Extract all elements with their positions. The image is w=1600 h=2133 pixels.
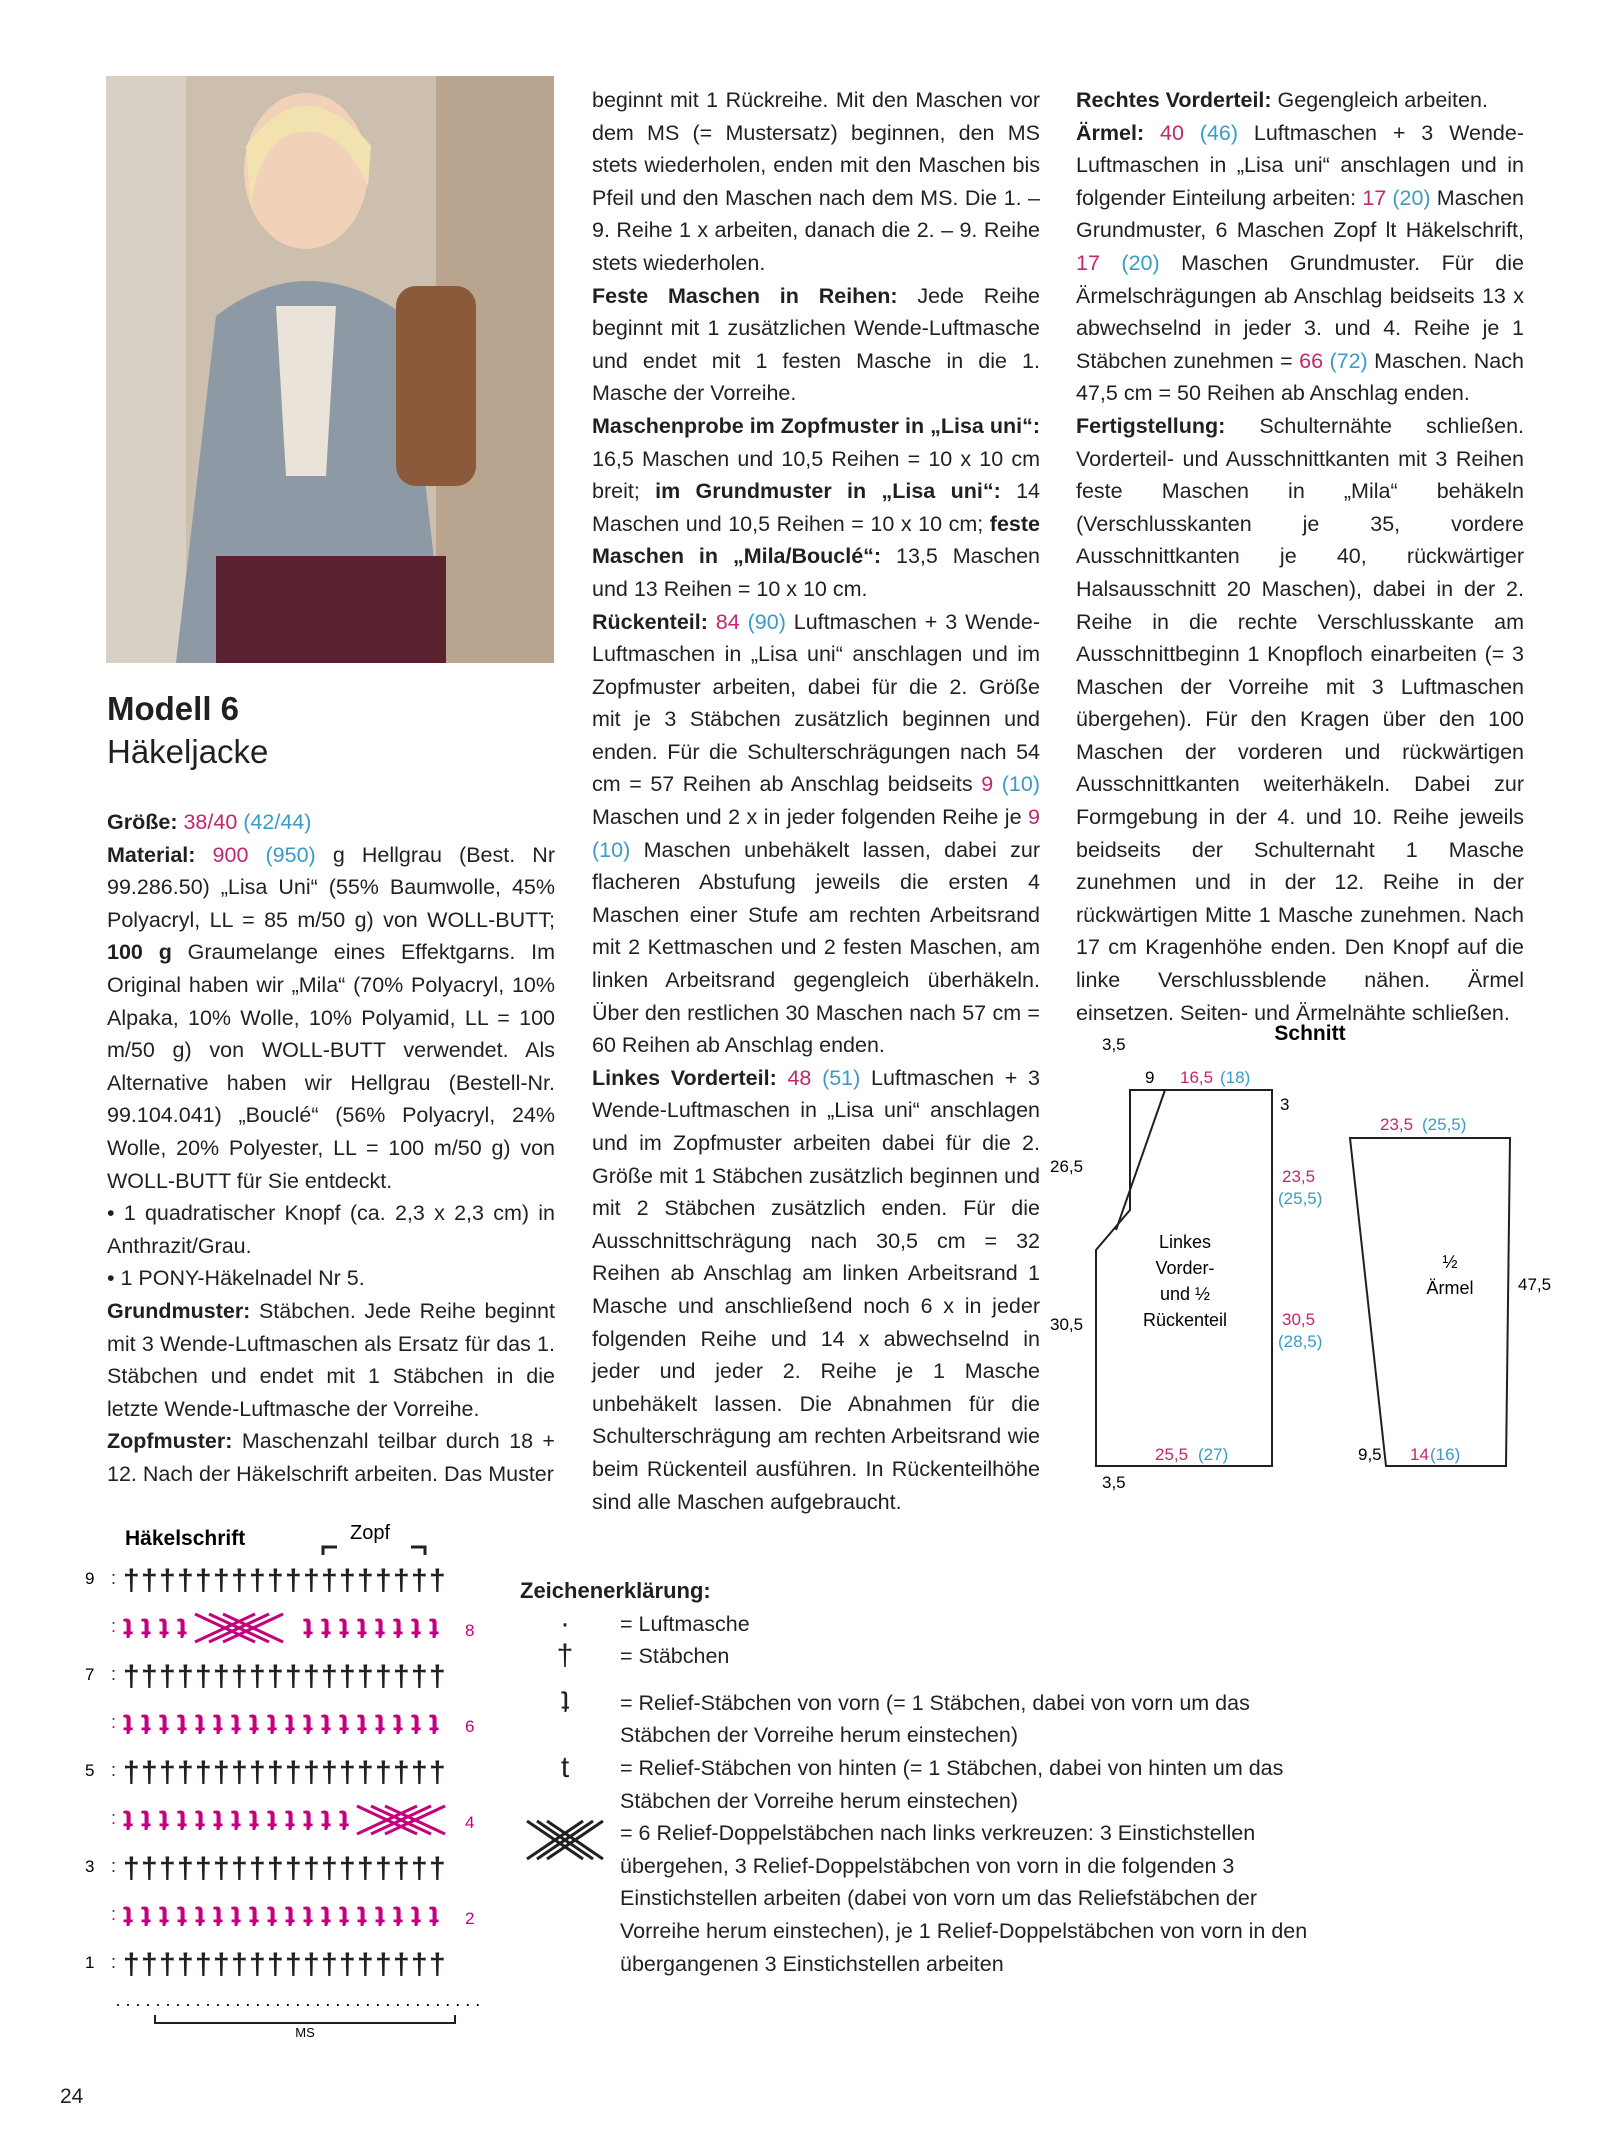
stitch-symbol: ʇ	[393, 1708, 403, 1741]
stitch-symbol: ʇ	[303, 1804, 313, 1837]
stitch-symbol: †	[195, 1852, 212, 1885]
stitch-symbol: †	[267, 1852, 284, 1885]
model-subtitle: Häkeljacke	[107, 733, 269, 770]
stitch-symbol: ʇ	[303, 1708, 313, 1741]
chart-zopf-label: Zopf	[350, 1522, 391, 1544]
stitch-symbol: †	[213, 1852, 230, 1885]
stitch-symbol: †	[375, 1564, 392, 1597]
m-25-5-b: (25,5)	[1278, 1189, 1323, 1208]
rt-text2: Maschen und 2 x in jeder folgenden Reihe je	[592, 805, 1022, 830]
front-piece-outline	[1096, 1090, 1272, 1466]
stitch-symbol: ʇ	[195, 1804, 205, 1837]
ar-a: 40	[1159, 120, 1184, 145]
ar-d: (20)	[1392, 185, 1431, 210]
stitch-symbol: †	[123, 1756, 140, 1789]
material-text2: Graumelange eines Effektgarns. Im Original haben wir „Mila“ (70% Polyacryl, 10% Alpaka, 10% Wolle, 10% Polyamid, LL = 100 m/50 g) von WOLL-BUTT verwendet. Als Alternative haben wir Hellgrau (Bestell-Nr. 99.104.041) „Bouclé“ (56% Polyacryl, 24% Wolle, 20% Polyester, LL = 100 m/50 g) von WOLL-BUTT für Sie entdeckt.	[107, 940, 555, 1193]
rt-text3: Maschen unbehäkelt lassen, dabei zur flacheren Abstufung jeweils die ersten 4 Maschen einer Stufe am rechten Arbeitsrand mit 2 Kettmaschen und 2 festen Maschen, am linken Arbeitsrand gegengleich überhäkeln. Über den restlichen 30 Maschen nach 57 cm = 60 Reihen ab Anschlag enden.	[592, 837, 1040, 1058]
stitch-symbol: ʇ	[393, 1900, 403, 1933]
stitch-symbol: ʇ	[429, 1612, 439, 1645]
stitch-symbol: †	[249, 1660, 266, 1693]
ar-text4: Maschen. Nach 47,5 cm = 50 Reihen ab Anschlag enden.	[1076, 348, 1524, 406]
maschenprobe-label2: im Grundmuster in „Lisa uni“:	[655, 479, 1001, 504]
chart-row-dots: :	[111, 1712, 117, 1732]
stitch-symbol: †	[141, 1564, 158, 1597]
stitch-symbol: †	[339, 1564, 356, 1597]
sleeve-label-1: ½	[1442, 1252, 1458, 1272]
material-b: (950)	[265, 842, 316, 867]
chart-row-dots: :	[111, 1808, 117, 1828]
stitch-symbol: †	[123, 1948, 140, 1981]
stitch-symbol: ʇ	[357, 1612, 367, 1645]
stitch-symbol: ʇ	[429, 1900, 439, 1933]
stitch-symbol: †	[231, 1756, 248, 1789]
front-label-4: Rückenteil	[1142, 1310, 1228, 1330]
stitch-symbol: †	[285, 1564, 302, 1597]
front-label-2: Vorder-	[1155, 1258, 1215, 1278]
stitch-symbol: †	[411, 1948, 428, 1981]
stitch-symbol: †	[393, 1660, 410, 1693]
legend-l1: = Luftmasche	[620, 1611, 750, 1636]
relief-vorn-symbol-icon: ʇ	[560, 1685, 570, 1719]
stitch-symbol: †	[141, 1756, 158, 1789]
column-3	[1076, 84, 1524, 1029]
sleeve-label-2: Ärmel	[1426, 1278, 1474, 1298]
m-3-5-top: 3,5	[1102, 1035, 1126, 1054]
material-label: Material:	[107, 842, 196, 867]
size-a: 38/40	[183, 810, 238, 834]
rt-c: 9	[981, 772, 994, 797]
m-16-5: 16,5	[1180, 1068, 1214, 1087]
stitch-symbol: ʇ	[141, 1612, 151, 1645]
stitch-symbol: †	[123, 1564, 140, 1597]
sleeve-outline	[1350, 1138, 1510, 1466]
m-3-5-bot: 3,5	[1102, 1473, 1126, 1492]
m-18: (18)	[1220, 1068, 1251, 1087]
material-text: g Hellgrau (Best. Nr 99.286.50) „Lisa Uni“ (55% Baumwolle, 45% Polyacryl, LL = 85 m/50 g) von WOLL-BUTT;	[107, 842, 555, 932]
lv-b: (51)	[822, 1065, 861, 1090]
stitch-symbol: ʇ	[357, 1900, 367, 1933]
relief-hinten-symbol-icon: t	[560, 1750, 570, 1784]
chart-row-label: 7	[85, 1665, 95, 1684]
stitch-symbol: †	[375, 1852, 392, 1885]
stitch-symbol: †	[357, 1660, 374, 1693]
m-30-5-l: 30,5	[1050, 1315, 1084, 1334]
material-bold2: 100 g	[107, 940, 172, 965]
stitch-symbol: †	[339, 1660, 356, 1693]
stitch-symbol: †	[303, 1756, 320, 1789]
model-photo	[106, 76, 554, 663]
stitch-symbol: ʇ	[411, 1612, 421, 1645]
stitch-symbol: ʇ	[231, 1708, 241, 1741]
feste-maschen-label: Feste Maschen in Reihen:	[592, 283, 898, 308]
stitch-symbol: †	[393, 1564, 410, 1597]
stitch-symbol: †	[213, 1564, 230, 1597]
stitch-symbol: ʇ	[321, 1900, 331, 1933]
legend-staebchen	[520, 1640, 1310, 1673]
stitch-symbol: †	[303, 1948, 320, 1981]
stitch-symbol: ʇ	[429, 1708, 439, 1741]
s-25-5: (25,5)	[1422, 1115, 1467, 1134]
stitch-symbol: ʇ	[321, 1804, 331, 1837]
stitch-symbol: ʇ	[249, 1900, 259, 1933]
chart-row-label: 1	[85, 1953, 95, 1972]
rt-e: 9	[1028, 805, 1040, 830]
chart-row-label: 4	[465, 1813, 475, 1832]
stitch-symbol: ʇ	[159, 1708, 169, 1741]
stitch-symbol: †	[321, 1852, 338, 1885]
stitch-symbol: ʇ	[213, 1804, 223, 1837]
s-14: 14	[1410, 1445, 1429, 1464]
stitch-symbol: †	[303, 1852, 320, 1885]
stitch-symbol: †	[213, 1948, 230, 1981]
legend-l4: = Relief-Stäbchen von hinten (= 1 Stäbchen, dabei von hinten um das Stäbchen der Vorreihe herum einstechen)	[620, 1755, 1284, 1813]
stitch-symbol: ʇ	[267, 1900, 277, 1933]
m-3: 3	[1280, 1095, 1290, 1114]
stitch-symbol: †	[411, 1852, 428, 1885]
rechtes-vorderteil-label: Rechtes Vorderteil:	[1076, 88, 1272, 112]
stitch-symbol: ʇ	[159, 1804, 169, 1837]
stitch-symbol: ʇ	[213, 1900, 223, 1933]
stitch-symbol: ʇ	[339, 1900, 349, 1933]
m-25-5: 25,5	[1155, 1445, 1189, 1464]
stitch-symbol: †	[429, 1756, 446, 1789]
stitch-symbol: ʇ	[375, 1708, 385, 1741]
cross-symbol-icon	[520, 1817, 610, 1871]
stitch-symbol: †	[177, 1756, 194, 1789]
stitch-symbol: ʇ	[177, 1804, 187, 1837]
zopf-bracket	[323, 1547, 425, 1555]
stitch-symbol: †	[177, 1660, 194, 1693]
m-28-5: (28,5)	[1278, 1332, 1323, 1351]
rt-text1: Luftmaschen + 3 Wende-Luftmaschen in „Lisa uni“ anschlagen und im Zopfmuster arbeiten, dabei für die 2. Größe mit je 3 Stäbchen zusätzlich beginnen und enden. Für die Schulterschrägungen nach 54 cm = 57 Reihen ab Anschlag beidseits	[592, 609, 1040, 797]
stitch-symbol: †	[249, 1564, 266, 1597]
stitch-symbol: †	[339, 1756, 356, 1789]
fs-text: Schulternähte schließen. Vorderteil- und Ausschnittkanten mit 3 Reihen feste Maschen in „Mila“ behäkeln (Verschlusskanten je 35, vordere Ausschnittkanten je 40, rückwärtiger Halsausschnitt 20 Maschen), dabei in der 2. Reihe in die rechte Verschlusskante am Ausschnittbeginn 1 Knopfloch einarbeiten (= 3 Maschen der Vorreihe mit 3 Luftmaschen übergehen). Für den Kragen über den 100 Maschen der vorderen und rückwärtigen Ausschnittkanten weiterhäkeln. Dabei zur Formgebung in der 4. und 10. Reihe jeweils beidseits der Schulternaht 1 Masche zunehmen und in der 12. Reihe in der rückwärtigen Mitte 1 Masche zunehmen. Nach 17 cm Kragenhöhe enden. Den Knopf auf die linke Verschlussblende nähen. Ärmel einsetzen. Seiten- und Ärmelnähte schließen.	[1076, 413, 1524, 1025]
stitch-symbol: †	[267, 1660, 284, 1693]
size-b: (42/44)	[243, 810, 312, 834]
chart-row-dots: :	[111, 1856, 117, 1876]
stitch-symbol: †	[249, 1948, 266, 1981]
ar-text2: Maschen Grundmuster, 6 Maschen Zopf lt Häkelschrift,	[1076, 185, 1524, 243]
haekelschrift-chart	[85, 1515, 515, 2040]
stitch-symbol: †	[267, 1564, 284, 1597]
stitch-symbol: ʇ	[339, 1612, 349, 1645]
stitch-symbol: ʇ	[123, 1804, 133, 1837]
chart-row-dots: :	[111, 1904, 117, 1924]
chart-ms-label: MS	[295, 2025, 315, 2040]
stitch-symbol: †	[429, 1852, 446, 1885]
m-26-5: 26,5	[1050, 1157, 1084, 1176]
ar-h: (72)	[1329, 348, 1368, 373]
stitch-symbol: †	[393, 1852, 410, 1885]
stitch-symbol: †	[429, 1660, 446, 1693]
rt-a: 84	[715, 609, 740, 634]
stitch-symbol: †	[339, 1948, 356, 1981]
stitch-symbol: †	[429, 1564, 446, 1597]
stitch-symbol: ʇ	[123, 1708, 133, 1741]
s-16: (16)	[1430, 1445, 1461, 1464]
stitch-symbol: ʇ	[303, 1612, 313, 1645]
stitch-symbol: †	[195, 1564, 212, 1597]
stitch-symbol: ʇ	[321, 1612, 331, 1645]
m-27: (27)	[1198, 1445, 1229, 1464]
stitch-symbol: †	[231, 1852, 248, 1885]
stitch-symbol: †	[285, 1660, 302, 1693]
m-9: 9	[1145, 1068, 1155, 1087]
stitch-symbol: †	[375, 1948, 392, 1981]
column-1	[107, 806, 555, 1490]
stitch-symbol: †	[159, 1756, 176, 1789]
stitch-symbol: †	[357, 1756, 374, 1789]
rt-f: (10)	[592, 837, 631, 862]
stitch-symbol: ʇ	[375, 1900, 385, 1933]
stitch-symbol: ʇ	[213, 1708, 223, 1741]
stitch-symbol: †	[123, 1660, 140, 1693]
stitch-symbol: ʇ	[393, 1612, 403, 1645]
chart-row-dots: :	[111, 1616, 117, 1636]
rt-b: (90)	[747, 609, 786, 634]
legend-title: Zeichenerklärung:	[520, 1578, 711, 1603]
stitch-symbol: ʇ	[123, 1612, 133, 1645]
stitch-symbol: †	[321, 1756, 338, 1789]
ar-f: (20)	[1121, 250, 1160, 275]
chart-foundation-chain: ·····································	[115, 1994, 485, 2014]
stitch-symbol: †	[195, 1660, 212, 1693]
groesse-label: Größe:	[107, 810, 178, 834]
luftmasche-symbol-icon: ·	[560, 1606, 570, 1640]
grundmuster-text: Stäbchen. Jede Reihe beginnt mit 3 Wende-Luftmaschen als Ersatz für das 1. Stäbchen und endet mit 1 Stäbchen in die letzte Wende-Luftmasche der Vorreihe.	[107, 1298, 555, 1421]
front-label-3: und ½	[1159, 1284, 1211, 1304]
stitch-symbol: ʇ	[339, 1804, 349, 1837]
stitch-symbol: ʇ	[285, 1900, 295, 1933]
stitch-symbol: †	[159, 1564, 176, 1597]
aermel-label: Ärmel:	[1076, 120, 1145, 145]
ar-text1: Luftmaschen + 3 Wende-Luftmaschen in „Lisa uni“ anschlagen und in folgender Einteilung arbeiten:	[1076, 120, 1524, 210]
stitch-symbol: ʇ	[411, 1708, 421, 1741]
rt-d: (10)	[1001, 772, 1040, 797]
stitch-symbol: ʇ	[231, 1900, 241, 1933]
maschenprobe-text1: 16,5 Maschen und 10,5 Reihen = 10 x 10 cm breit;	[592, 446, 1040, 504]
legend-relief-vorn	[520, 1687, 1310, 1752]
stitch-symbol: †	[285, 1852, 302, 1885]
column-2	[592, 84, 1040, 1518]
stitch-symbol: †	[231, 1660, 248, 1693]
stitch-symbol: †	[411, 1756, 428, 1789]
model-title: Modell 6	[107, 690, 240, 727]
stitch-symbol: †	[357, 1852, 374, 1885]
fertigstellung-label: Fertigstellung:	[1076, 413, 1226, 438]
page-number: 24	[60, 2085, 84, 2108]
maschenprobe-text3: 13,5 Maschen und 13 Reihen = 10 x 10 cm.	[592, 544, 1040, 601]
s-9-5: 9,5	[1358, 1445, 1382, 1464]
stitch-symbol: †	[267, 1756, 284, 1789]
bullet-nadel: • 1 PONY-Häkelnadel Nr 5.	[107, 1266, 365, 1291]
legend-kreuz	[520, 1817, 1310, 1980]
stitch-symbol: †	[249, 1756, 266, 1789]
stitch-symbol: †	[285, 1948, 302, 1981]
stitch-symbol: †	[357, 1564, 374, 1597]
stitch-symbol: †	[159, 1660, 176, 1693]
stitch-symbol: ʇ	[141, 1708, 151, 1741]
stitch-symbol: †	[159, 1948, 176, 1981]
stitch-symbol: †	[195, 1948, 212, 1981]
stitch-symbol: †	[249, 1852, 266, 1885]
feste-maschen-text: Jede Reihe beginnt mit 1 zusätzlichen Wende-Luftmasche und endet mit 1 festen Masche in die 1. Masche der Vorreihe.	[592, 283, 1040, 406]
stitch-symbol: †	[231, 1948, 248, 1981]
schnitt-diagram	[1050, 1010, 1570, 1490]
legend-l3: = Relief-Stäbchen von vorn (= 1 Stäbchen, dabei von vorn um das Stäbchen der Vorreihe herum einstechen)	[620, 1690, 1250, 1748]
col2-intro: beginnt mit 1 Rückreihe. Mit den Maschen vor dem MS (= Mustersatz) beginnen, den MS stets wiederholen, enden mit den Maschen bis Pfeil und den Maschen nach dem MS. Die 1. – 9. Reihe 1 x arbeiten, danach die 2. – 9. Reihe stets wiederholen.	[592, 88, 1040, 275]
stitch-symbol: ʇ	[339, 1708, 349, 1741]
chart-title: Häkelschrift	[125, 1527, 246, 1550]
stitch-symbol: †	[231, 1564, 248, 1597]
chart-rows	[85, 1564, 485, 2014]
stitch-symbol: ʇ	[249, 1804, 259, 1837]
ar-c: 17	[1362, 185, 1387, 210]
s-47-5: 47,5	[1518, 1275, 1552, 1294]
ms-bracket	[155, 2015, 455, 2023]
stitch-symbol: ʇ	[321, 1708, 331, 1741]
m-23-5: 23,5	[1282, 1167, 1316, 1186]
chart-row-label: 6	[465, 1717, 475, 1736]
stitch-symbol: ʇ	[123, 1900, 133, 1933]
legend-l5: = 6 Relief-Doppelstäbchen nach links verkreuzen: 3 Einstichstellen übergehen, 3 Relief-Doppelstäbchen von vorn in die folgenden 3 Einstichstellen arbeiten (dabei von vorn um das Reliefstäbchen der Vorreihe herum einstechen), je 1 Relief-Doppelstäbchen von vorn in den übergangenen 3 Einstichstellen arbeiten	[620, 1821, 1308, 1976]
stitch-symbol: †	[177, 1948, 194, 1981]
ar-b: (46)	[1199, 120, 1239, 145]
chart-row-label: 8	[465, 1621, 475, 1640]
stitch-symbol: ʇ	[195, 1708, 205, 1741]
stitch-symbol: †	[357, 1948, 374, 1981]
stitch-symbol: †	[303, 1660, 320, 1693]
stitch-symbol: †	[141, 1948, 158, 1981]
legend	[520, 1575, 1310, 1980]
grundmuster-label: Grundmuster:	[107, 1298, 251, 1323]
neckline	[1116, 1090, 1165, 1230]
stitch-symbol: ʇ	[411, 1900, 421, 1933]
stitch-symbol: †	[375, 1756, 392, 1789]
stitch-symbol: ʇ	[357, 1708, 367, 1741]
ar-e: 17	[1076, 250, 1100, 275]
stitch-symbol: †	[267, 1948, 284, 1981]
stitch-symbol: †	[321, 1564, 338, 1597]
rueckenteil-label: Rückenteil:	[592, 609, 708, 634]
chart-row-dots: :	[111, 1664, 117, 1684]
front-label-1: Linkes	[1158, 1232, 1212, 1252]
lv-a: 48	[787, 1065, 812, 1090]
stitch-symbol: ʇ	[267, 1708, 277, 1741]
stitch-symbol: †	[285, 1756, 302, 1789]
stitch-symbol: †	[411, 1564, 428, 1597]
ar-g: 66	[1299, 348, 1324, 373]
legend-l2: = Stäbchen	[620, 1644, 730, 1669]
stitch-symbol: †	[339, 1852, 356, 1885]
stitch-symbol: †	[429, 1948, 446, 1981]
stitch-symbol: ʇ	[285, 1708, 295, 1741]
stitch-symbol: ʇ	[231, 1804, 241, 1837]
chart-row-dots: :	[111, 1760, 117, 1780]
stitch-symbol: ʇ	[267, 1804, 277, 1837]
staebchen-symbol-icon: †	[556, 1639, 574, 1673]
stitch-symbol: †	[375, 1660, 392, 1693]
stitch-symbol: †	[159, 1852, 176, 1885]
chart-row-label: 5	[85, 1761, 95, 1780]
chart-row-label: 2	[465, 1909, 475, 1928]
bullet-knopf: • 1 quadratischer Knopf (ca. 2,3 x 2,3 cm) in Anthrazit/Grau.	[107, 1201, 555, 1258]
stitch-symbol: ʇ	[285, 1804, 295, 1837]
chart-row-label: 3	[85, 1857, 95, 1876]
stitch-symbol: ʇ	[303, 1900, 313, 1933]
zopfmuster-text: Maschenzahl teilbar durch 18 + 12. Nach der Häkelschrift arbeiten. Das Muster	[107, 1429, 555, 1486]
maschenprobe-label3: feste Maschen in „Mila/Bouclé“:	[592, 511, 1040, 569]
stitch-symbol: †	[303, 1564, 320, 1597]
stitch-symbol: ʇ	[141, 1900, 151, 1933]
stitch-symbol: ʇ	[195, 1900, 205, 1933]
schnitt-title: Schnitt	[1274, 1022, 1346, 1045]
stitch-symbol: ʇ	[375, 1612, 385, 1645]
legend-luftmasche	[520, 1608, 1310, 1641]
stitch-symbol: ʇ	[177, 1900, 187, 1933]
chart-row-label: 9	[85, 1569, 95, 1588]
s-23-5: 23,5	[1380, 1115, 1414, 1134]
chart-row-dots: :	[111, 1568, 117, 1588]
stitch-symbol: ʇ	[141, 1804, 151, 1837]
stitch-symbol: †	[141, 1660, 158, 1693]
legend-relief-hinten	[520, 1752, 1310, 1817]
stitch-symbol: †	[177, 1564, 194, 1597]
linkes-vorderteil-label: Linkes Vorderteil:	[592, 1065, 777, 1090]
stitch-symbol: †	[177, 1852, 194, 1885]
stitch-symbol: †	[213, 1756, 230, 1789]
stitch-symbol: †	[411, 1660, 428, 1693]
stitch-symbol: †	[393, 1756, 410, 1789]
lv-text: Luftmaschen + 3 Wende-Luftmaschen in „Lisa uni“ anschlagen und im Zopfmuster arbeiten dabei für die 2. Größe mit 1 Stäbchen zusätzlich beginnen und mit 2 Stäbchen zusätzlich enden. Für die Ausschnittschrägung nach 30,5 cm = 32 Reihen ab Anschlag am linken Arbeitsrand 1 Masche und anschließend noch 6 x in jeder folgenden Reihe und 14 x abwechselnd in jeder und jeder 2. Reihe je 1 Masche unbehäkelt lassen. Die Abnahmen für die Schulterschrägung am rechten Arbeitsrand wie beim Rückenteil ausführen. In Rückenteilhöhe sind alle Maschen aufgebraucht.	[592, 1065, 1040, 1514]
stitch-symbol: †	[123, 1852, 140, 1885]
stitch-symbol: ʇ	[177, 1708, 187, 1741]
stitch-symbol: ʇ	[177, 1612, 187, 1645]
stitch-symbol: ʇ	[159, 1612, 169, 1645]
stitch-symbol: †	[141, 1852, 158, 1885]
m-30-5-r: 30,5	[1282, 1310, 1316, 1329]
stitch-symbol: ʇ	[249, 1708, 259, 1741]
stitch-symbol: ʇ	[159, 1900, 169, 1933]
chart-row-dots: :	[111, 1952, 117, 1972]
stitch-symbol: †	[195, 1756, 212, 1789]
maschenprobe-text2: 14 Maschen und 10,5 Reihen = 10 x 10 cm;	[592, 479, 1040, 536]
rv-text: Gegengleich arbeiten.	[1277, 88, 1488, 112]
ar-text3: Maschen Grundmuster. Für die Ärmelschrägungen ab Anschlag beidseits 13 x abwechselnd in jeder 3. und 4. Reihe je 1 Stäbchen zunehmen =	[1076, 250, 1524, 373]
stitch-symbol: †	[321, 1948, 338, 1981]
stitch-symbol: †	[393, 1948, 410, 1981]
maschenprobe-label: Maschenprobe im Zopfmuster in „Lisa uni“:	[592, 413, 1040, 438]
material-a: 900	[212, 842, 249, 867]
stitch-symbol: †	[321, 1660, 338, 1693]
zopfmuster-label: Zopfmuster:	[107, 1429, 233, 1454]
stitch-symbol: †	[213, 1660, 230, 1693]
